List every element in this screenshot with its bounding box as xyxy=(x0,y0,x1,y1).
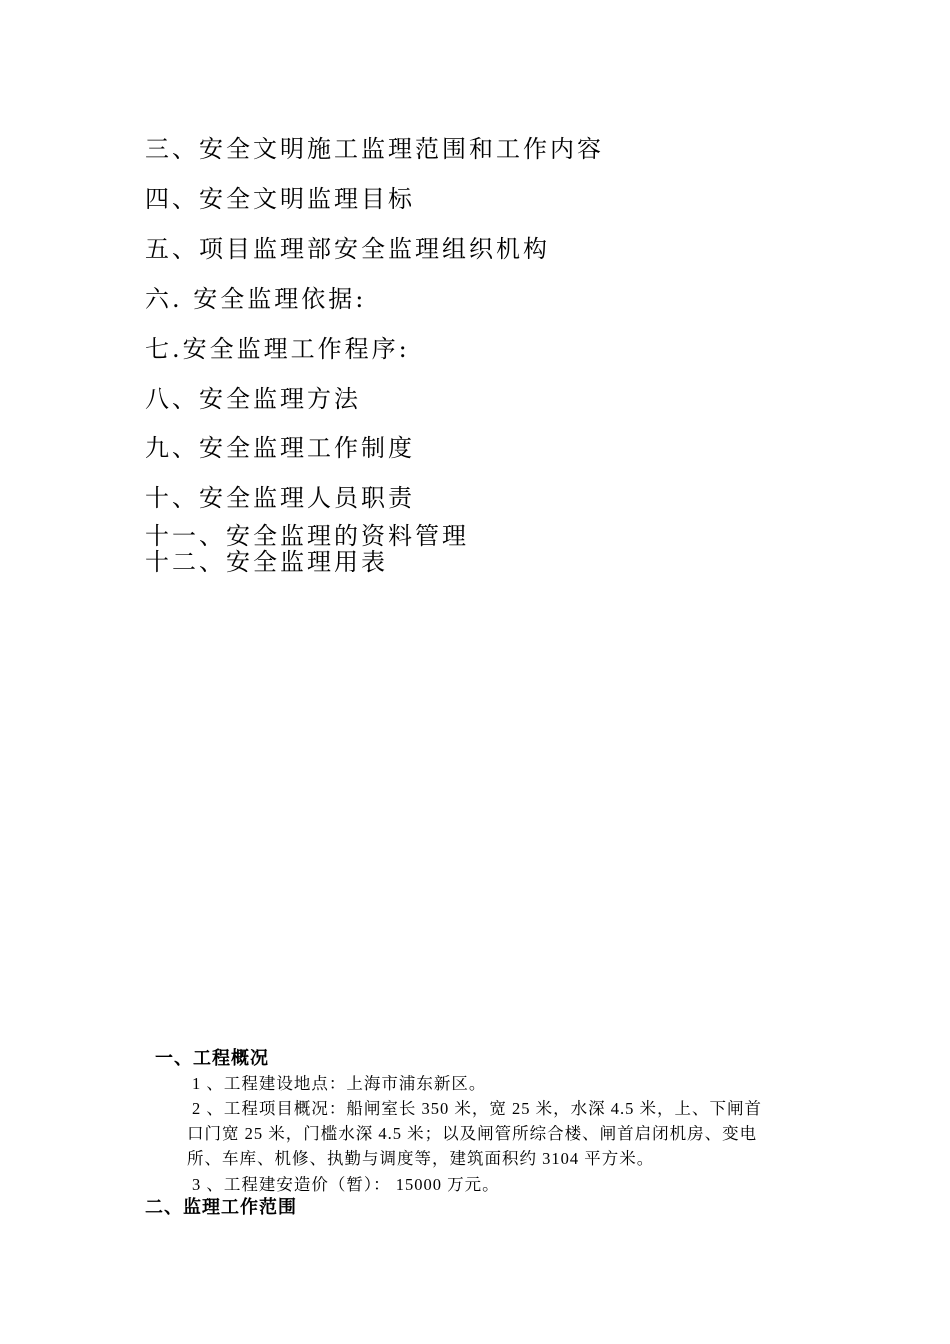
section-heading-2: 二、监理工作范围 xyxy=(145,1197,297,1218)
toc-item-6: 六. 安全监理依据: xyxy=(145,285,367,313)
project-cost-line: 3 、工程建安造价（暂）： 15000 万元。 xyxy=(192,1175,500,1194)
toc-item-8: 八、安全监理方法 xyxy=(145,385,361,413)
toc-item-5: 五、项目监理部安全监理组织机构 xyxy=(145,235,550,263)
toc-item-12: 十二、安全监理用表 xyxy=(145,548,388,576)
toc-item-10: 十、安全监理人员职责 xyxy=(145,484,415,512)
toc-item-9: 九、安全监理工作制度 xyxy=(145,434,415,462)
project-overview-line-1: 2 、工程项目概况：船闸室长 350 米，宽 25 米，水深 4.5 米，上、下闸首 xyxy=(192,1099,762,1118)
section-heading-1: 一、工程概况 xyxy=(155,1048,269,1069)
toc-item-3: 三、安全文明施工监理范围和工作内容 xyxy=(145,135,604,163)
toc-item-7: 七.安全监理工作程序: xyxy=(145,335,410,363)
project-overview-line-3: 所、车库、机修、执勤与调度等，建筑面积约 3104 平方米。 xyxy=(187,1149,655,1168)
toc-item-11: 十一、安全监理的资料管理 xyxy=(145,522,469,550)
toc-item-4: 四、安全文明监理目标 xyxy=(145,185,415,213)
project-overview-line-2: 口门宽 25 米，门槛水深 4.5 米；以及闸管所综合楼、闸首启闭机房、变电 xyxy=(187,1124,758,1143)
project-location-line: 1 、工程建设地点：上海市浦东新区。 xyxy=(192,1074,487,1093)
